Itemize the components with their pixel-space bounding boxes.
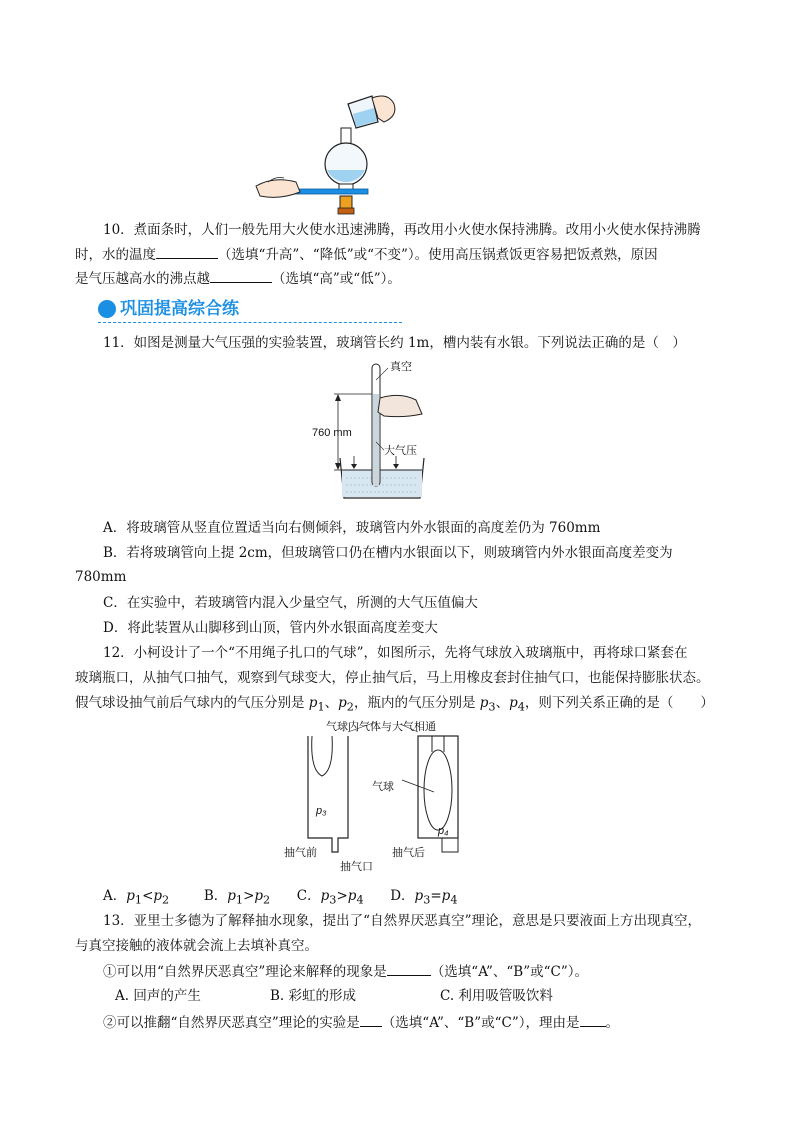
q13-sub-1-end: （选填“A”、“B”或“C”）。: [430, 964, 588, 980]
q12-line-3-end: ，则下列关系正确的是（ ）: [524, 695, 714, 711]
var-p2-sub: 2: [346, 700, 354, 714]
q13-choice-a[interactable]: A. 回声的产生: [115, 988, 201, 1004]
cup-icon: [348, 96, 395, 128]
q12-line-1: 12．小柯设计了一个“不用绳子扎口的气球”，如图所示，先将气球放入玻璃瓶中，再将球口紧套在: [103, 645, 688, 661]
bottle-before: [308, 736, 348, 852]
q11-option-b-line-1[interactable]: B．若将玻璃管向上提 2cm，但玻璃管口仍在槽内水银面以下，则玻璃管内外水银面高度差变为: [103, 545, 673, 561]
q11-option-d[interactable]: D．将此装置从山脚移到山顶，管内外水银面高度差变大: [103, 620, 438, 636]
var-p2: p: [338, 695, 347, 711]
q10-line-2-start: 时，水的温度: [75, 247, 156, 263]
label-top: 气球内气体与大气相通: [326, 721, 436, 733]
q12-option-d[interactable]: D．$p_3=p_4$: [390, 888, 458, 907]
q13-sub-2: [103, 1012, 619, 1033]
q12-options: [103, 886, 458, 911]
q13-sub-2-start: ②可以推翻“自然界厌恶真空”理论的实验是: [103, 1015, 360, 1031]
separator: 、: [324, 695, 339, 711]
q12-option-b[interactable]: B．$p_1>p_2$: [203, 888, 271, 907]
q13-answer-blank-1[interactable]: [387, 961, 431, 976]
label-760mm: 760 mm: [312, 427, 352, 439]
label-vacuum: 真空: [390, 361, 412, 373]
label-atm: 大气压: [384, 445, 417, 457]
glass-tube: [372, 364, 380, 486]
q13-answer-blank-3[interactable]: [580, 1012, 606, 1027]
var-p3-sub: 3: [488, 700, 496, 714]
label-outlet: 抽气口: [340, 861, 373, 873]
section-underline: [98, 322, 402, 323]
q12-line-3-middle: ，瓶内的气压分别是: [353, 695, 480, 711]
label-balloon: 气球: [372, 781, 394, 793]
q13-choice-c[interactable]: C. 利用吸管吸饮料: [440, 988, 553, 1004]
q13-sub-1-start: ①可以用“自然界厌恶真空”理论来解释的现象是: [103, 964, 387, 980]
label-after: 抽气后: [392, 847, 425, 859]
q11-option-c[interactable]: C．在实验中，若玻璃管内混入少量空气，所测的大气压值偏大: [103, 595, 478, 611]
label-before: 抽气前: [284, 847, 317, 859]
var-p1: p: [308, 695, 318, 711]
flame-icon: [338, 196, 354, 214]
q13-line-2: 与真空接触的液体就会流上去填补真空。: [75, 938, 318, 954]
section-bullet-icon: [98, 300, 116, 318]
q13-choice-b[interactable]: B. 彩虹的形成: [270, 988, 357, 1004]
torricelli-figure: [310, 358, 440, 504]
q12-option-a[interactable]: A．$p_1<p_2$: [103, 888, 170, 907]
q12-option-c[interactable]: C．$p_3>p_4$: [296, 888, 364, 907]
var-p4-sub: 4: [517, 700, 525, 714]
var-p1-sub: 1: [317, 700, 325, 714]
section-title: 巩固提高综合练: [120, 299, 239, 319]
q13-sub-2-middle: （选填“A”、“B”或“C”），理由是: [381, 1015, 580, 1031]
q13-sub-2-end: 。: [605, 1015, 619, 1031]
q11-option-b-line-2: 780mm: [75, 569, 127, 585]
q13-line-1: 13．亚里士多德为了解释抽水现象，提出了“自然界厌恶真空”理论，意思是只要液面上方出现真空，: [103, 913, 701, 929]
q13-answer-blank-2[interactable]: [360, 1012, 382, 1027]
var-p4: p: [509, 695, 518, 711]
label-p3: p₃: [316, 805, 327, 817]
balloon-bottle-figure: [282, 718, 482, 874]
q10-line-3-start: 是气压越高水的沸点越: [75, 271, 210, 287]
q12-line-2: 玻璃瓶口，从抽气口抽气，观察到气球变大，停止抽气后，马上用橡皮套封住抽气口，也能保持膨胀状态。: [75, 670, 710, 686]
separator: 、: [495, 695, 510, 711]
q10-line-1: 10．煮面条时，人们一般先用大火使水迅速沸腾，再改用小火使水保持沸腾。改用小火使水保持沸腾: [103, 222, 701, 238]
flask-icon: [325, 128, 367, 192]
boiling-flask-figure: [250, 92, 410, 220]
q11-stem: 11．如图是测量大气压强的实验装置，玻璃管长约 1m，槽内装有水银。下列说法正确的是（ ）: [103, 335, 686, 351]
q10-line-3-end: （选填“高”或“低”）。: [272, 271, 401, 287]
q10-line-2-end: （选填“升高”、“降低”或“不变”）。使用高压锅煮饭更容易把饭煮熟，原因: [218, 247, 658, 263]
var-p3: p: [479, 695, 489, 711]
q10-answer-blank-1[interactable]: [156, 244, 218, 259]
q10-line-2: [75, 244, 658, 265]
q12-line-3-start: 假气球设抽气前后气球内的气压分别是: [75, 695, 309, 711]
label-p4: p₄: [438, 825, 449, 837]
q12-line-3: [75, 693, 714, 718]
q11-option-a[interactable]: A．将玻璃管从竖直位置适当向右侧倾斜，玻璃管内外水银面的高度差仍为 760mm: [103, 520, 601, 536]
q10-answer-blank-2[interactable]: [210, 268, 272, 283]
section-header: [98, 297, 402, 323]
q13-sub-1: [103, 961, 588, 982]
q10-line-3: [75, 268, 401, 289]
hand-icon: [256, 178, 300, 198]
hand-icon: [378, 395, 422, 416]
